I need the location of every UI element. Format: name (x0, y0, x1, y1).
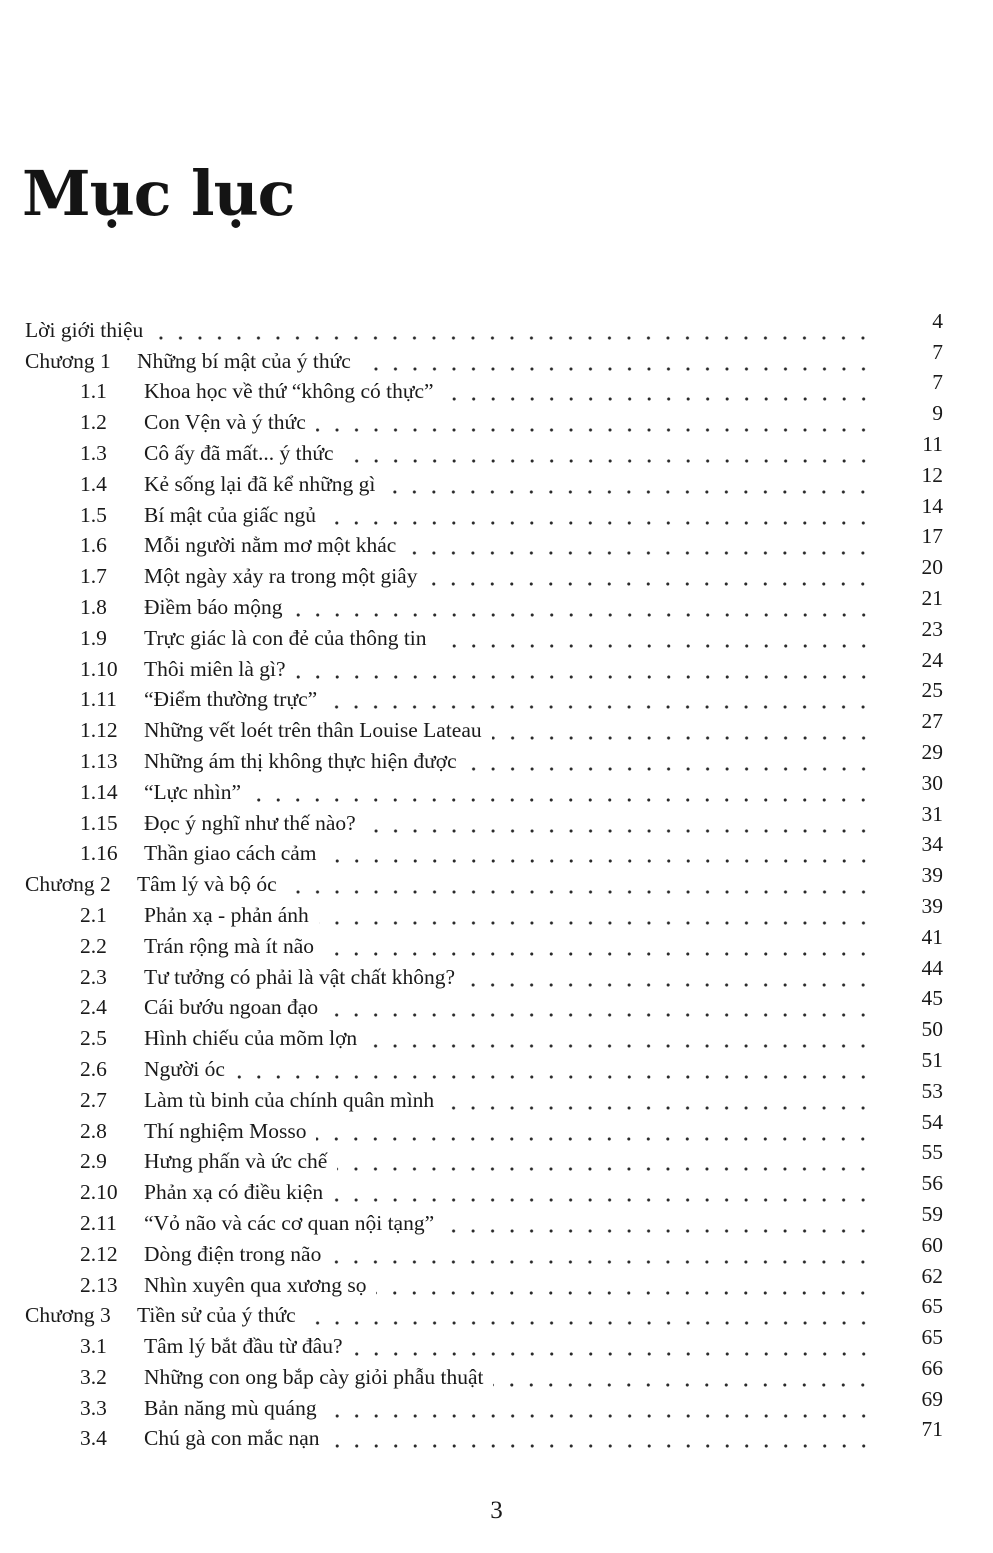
toc-entry-lead (0, 1395, 891, 1421)
section-number: 1.10 (80, 656, 118, 681)
toc-chapter-row (0, 1294, 993, 1329)
toc-section-row (0, 401, 993, 435)
dot-leader (328, 994, 873, 1020)
section-number: 1.14 (80, 779, 118, 804)
toc-page-number: 31 (921, 801, 943, 826)
dot-leader (367, 1025, 873, 1051)
toc-section-row (0, 924, 993, 959)
section-title: Nhìn xuyên qua xương sọ (144, 1272, 367, 1297)
section-number: 2.13 (80, 1272, 118, 1297)
dot-leader (326, 502, 873, 528)
toc-section-row (0, 1386, 993, 1421)
toc-section-row (0, 524, 993, 559)
chapter-number: Chương 2 (25, 872, 111, 897)
section-title: Cô ấy đã mất... ý thức (144, 440, 334, 465)
toc-section-row (0, 1109, 993, 1144)
toc-entry-lead (0, 502, 891, 528)
dot-leader (235, 1056, 873, 1082)
toc-section-row (0, 1201, 993, 1236)
chapter-number: Chương 3 (25, 1303, 111, 1328)
dot-leader (493, 1364, 873, 1390)
section-title: Thí nghiệm Mosso (144, 1118, 307, 1143)
section-number: 1.6 (80, 533, 107, 558)
toc-entry-lead (0, 933, 891, 959)
section-title: Bí mật của giấc ngủ (144, 502, 316, 527)
toc-entry-lead (0, 563, 891, 589)
toc-page-number: 27 (921, 709, 943, 734)
section-title: Thần giao cách cảm (144, 841, 317, 866)
toc-page-number: 66 (921, 1355, 943, 1380)
toc-page-number: 44 (921, 955, 943, 980)
toc-entry-lead (0, 1364, 891, 1390)
chapter-title: Những bí mật của ý thức (137, 348, 351, 373)
toc-page-number: 7 (932, 370, 943, 395)
section-title: Con Vện và ý thức (144, 410, 306, 435)
intro-title: Lời giới thiệu (25, 317, 144, 342)
toc-page-number: 4 (932, 308, 943, 333)
page-title: Mục lục (22, 157, 295, 230)
section-number: 1.15 (80, 810, 118, 835)
dot-leader (316, 1118, 873, 1144)
toc-section-row (0, 1047, 993, 1082)
section-number: 2.11 (80, 1210, 117, 1235)
toc-entry-lead (0, 902, 891, 928)
section-number: 1.13 (80, 748, 118, 773)
section-number: 1.9 (80, 625, 107, 650)
toc-page-number: 65 (921, 1325, 943, 1350)
section-title: Thôi miên là gì? (144, 656, 286, 681)
section-title: Dòng điện trong não (144, 1241, 322, 1266)
table-of-contents (0, 308, 993, 1451)
toc-entry-lead (0, 625, 891, 651)
toc-page-number: 29 (921, 739, 943, 764)
toc-entry-lead (0, 348, 891, 374)
toc-page-number: 23 (921, 616, 943, 641)
section-number: 2.12 (80, 1241, 118, 1266)
section-number: 2.10 (80, 1180, 118, 1205)
dot-leader (427, 563, 873, 589)
toc-section-row (0, 462, 993, 497)
section-title: Những con ong bắp cày giỏi phẫu thuật (144, 1364, 484, 1389)
toc-entry-lead (0, 964, 891, 990)
toc-section-row (0, 1263, 993, 1298)
toc-section-row (0, 770, 993, 805)
dot-leader (327, 1395, 873, 1421)
toc-section-row (0, 955, 993, 990)
toc-section-row (0, 1232, 993, 1267)
dot-leader (366, 810, 873, 836)
toc-entry-lead (0, 840, 891, 866)
toc-page-number: 7 (932, 339, 943, 364)
toc-section-row (0, 1417, 993, 1452)
toc-entry-lead (0, 378, 891, 404)
toc-entry-lead (0, 686, 891, 712)
section-number: 1.8 (80, 594, 107, 619)
toc-entry-lead (0, 440, 891, 466)
section-title: Điềm báo mộng (144, 594, 283, 619)
dot-leader (319, 902, 873, 928)
section-number: 2.4 (80, 995, 107, 1020)
toc-section-row (0, 739, 993, 774)
section-title: Trực giác là con đẻ của thông tin (144, 625, 427, 650)
toc-page-number: 62 (921, 1263, 943, 1288)
toc-entry-lead (0, 1241, 891, 1267)
toc-section-row (0, 893, 993, 928)
toc-entry-lead (0, 317, 891, 343)
toc-entry-lead (0, 471, 891, 497)
toc-page-number: 14 (921, 493, 943, 518)
dot-leader (293, 594, 873, 620)
toc-section-row (0, 1078, 993, 1113)
dot-leader (327, 840, 873, 866)
dot-leader (492, 717, 873, 743)
toc-section-row (0, 647, 993, 682)
toc-entry-lead (0, 1333, 891, 1359)
section-number: 1.11 (80, 687, 117, 712)
toc-entry-lead (0, 409, 891, 435)
toc-section-row (0, 1140, 993, 1175)
section-number: 2.5 (80, 1026, 107, 1051)
dot-leader (330, 1425, 873, 1451)
dot-leader (306, 1302, 873, 1328)
section-number: 3.1 (80, 1334, 107, 1359)
section-title: Một ngày xảy ra trong một giây (144, 564, 418, 589)
toc-entry-lead (0, 994, 891, 1020)
toc-entry-lead (0, 1087, 891, 1113)
toc-page-number: 34 (921, 832, 943, 857)
toc-entry-lead (0, 1210, 891, 1236)
toc-page-number: 25 (921, 678, 943, 703)
dot-leader (467, 748, 873, 774)
chapter-number: Chương 1 (25, 348, 111, 373)
toc-section-row (0, 1017, 993, 1051)
toc-section-row (0, 616, 993, 651)
toc-page-number: 65 (921, 1294, 943, 1319)
dot-leader (385, 471, 873, 497)
section-title: Phản xạ có điều kiện (144, 1180, 324, 1205)
toc-entry-lead (0, 1056, 891, 1082)
section-title: Hưng phấn và ức chế (144, 1149, 328, 1174)
toc-section-row (0, 370, 993, 405)
section-number: 2.1 (80, 902, 107, 927)
toc-entry-lead (0, 656, 891, 682)
section-title: Kẻ sống lại đã kể những gì (144, 471, 376, 496)
dot-leader (327, 686, 873, 712)
toc-page-number: 60 (921, 1232, 943, 1257)
section-number: 2.8 (80, 1118, 107, 1143)
toc-section-row (0, 801, 993, 836)
section-number: 1.12 (80, 718, 118, 743)
section-title: Chú gà con mắc nạn (144, 1426, 320, 1451)
toc-page-number: 30 (921, 770, 943, 795)
toc-entry-lead (0, 594, 891, 620)
section-number: 3.2 (80, 1364, 107, 1389)
section-number: 1.7 (80, 564, 107, 589)
section-number: 2.7 (80, 1087, 107, 1112)
section-title: Người óc (144, 1056, 225, 1081)
section-number: 2.6 (80, 1056, 107, 1081)
toc-section-row (0, 431, 993, 466)
toc-section-row (0, 493, 993, 528)
toc-page-number: 12 (921, 462, 943, 487)
section-number: 1.3 (80, 440, 107, 465)
section-title: Tâm lý bắt đầu từ đâu? (144, 1334, 343, 1359)
section-title: Khoa học về thứ “không có thực” (144, 379, 434, 404)
section-number: 1.16 (80, 841, 118, 866)
toc-entry-lead (0, 1179, 891, 1205)
toc-entry-lead (0, 1148, 891, 1174)
toc-entry-lead (0, 1025, 891, 1051)
toc-entry-lead (0, 871, 891, 897)
toc-page-number: 51 (921, 1047, 943, 1072)
dot-leader (251, 779, 873, 805)
dot-leader (437, 625, 873, 651)
section-number: 2.9 (80, 1149, 107, 1174)
toc-entry-lead (0, 1118, 891, 1144)
section-number: 1.5 (80, 502, 107, 527)
section-title: Đọc ý nghĩ như thế nào? (144, 810, 356, 835)
section-number: 2.2 (80, 933, 107, 958)
toc-entry-lead (0, 532, 891, 558)
toc-entry-lead (0, 1272, 891, 1298)
toc-page-number: 20 (921, 555, 943, 580)
section-title: Bản năng mù quáng (144, 1395, 317, 1420)
section-title: Những vết loét trên thân Louise Lateau (144, 718, 482, 743)
toc-entry-lead (0, 748, 891, 774)
toc-page-number: 59 (921, 1201, 943, 1226)
toc-chapter-row (0, 863, 993, 897)
page-number: 3 (490, 1497, 503, 1524)
section-number: 3.3 (80, 1395, 107, 1420)
section-title: Hình chiếu của mõm lợn (144, 1026, 358, 1051)
toc-page-number: 11 (922, 431, 943, 456)
section-title: “Lực nhìn” (144, 779, 242, 804)
dot-leader (406, 532, 873, 558)
toc-page-number: 50 (921, 1017, 943, 1042)
dot-leader (376, 1272, 873, 1298)
dot-leader (333, 1179, 873, 1205)
toc-section-row (0, 1355, 993, 1390)
toc-page-number: 9 (932, 401, 943, 426)
section-number: 1.1 (80, 379, 107, 404)
toc-section-row (0, 555, 993, 589)
dot-leader (344, 440, 873, 466)
toc-page-number: 17 (921, 524, 943, 549)
toc-page-number: 21 (921, 585, 943, 610)
chapter-title: Tâm lý và bộ óc (137, 872, 277, 897)
toc-intro-row (0, 308, 993, 343)
toc-entry-lead (0, 779, 891, 805)
dot-leader (331, 1241, 873, 1267)
toc-section-row (0, 1325, 993, 1359)
toc-entry-lead (0, 810, 891, 836)
section-title: Trán rộng mà ít não (144, 933, 314, 958)
toc-section-row (0, 709, 993, 743)
section-title: Làm tù binh của chính quân mình (144, 1087, 435, 1112)
section-title: “Điểm thường trực” (144, 687, 318, 712)
dot-leader (444, 378, 873, 404)
dot-leader (353, 1333, 873, 1359)
dot-leader (465, 964, 873, 990)
toc-section-row (0, 1171, 993, 1205)
dot-leader (296, 656, 873, 682)
dot-leader (324, 933, 873, 959)
dot-leader (444, 1210, 873, 1236)
section-number: 1.4 (80, 471, 107, 496)
toc-page-number: 53 (921, 1078, 943, 1103)
section-title: Phản xạ - phản ánh (144, 902, 309, 927)
section-title: Tư tưởng có phải là vật chất không? (144, 964, 456, 989)
toc-page-number: 69 (921, 1386, 943, 1411)
toc-page-number: 39 (921, 863, 943, 888)
section-title: Cái bướu ngoan đạo (144, 995, 319, 1020)
section-title: “Vỏ não và các cơ quan nội tạng” (144, 1210, 435, 1235)
dot-leader (153, 317, 873, 343)
dot-leader (444, 1087, 873, 1113)
dot-leader (337, 1148, 873, 1174)
toc-section-row (0, 585, 993, 620)
dot-leader (287, 871, 873, 897)
section-title: Những ám thị không thực hiện được (144, 748, 457, 773)
section-number: 1.2 (80, 410, 107, 435)
toc-section-row (0, 832, 993, 867)
toc-page-number: 54 (921, 1109, 943, 1134)
toc-section-row (0, 678, 993, 713)
section-number: 3.4 (80, 1426, 107, 1451)
section-title: Mỗi người nằm mơ một khác (144, 533, 397, 558)
toc-page-number: 39 (921, 893, 943, 918)
toc-chapter-row (0, 339, 993, 374)
toc-entry-lead (0, 1425, 891, 1451)
toc-page-number: 55 (921, 1140, 943, 1165)
toc-page-number: 41 (921, 924, 943, 949)
toc-entry-lead (0, 1302, 891, 1328)
toc-section-row (0, 986, 993, 1021)
section-number: 2.3 (80, 964, 107, 989)
toc-page-number: 24 (921, 647, 943, 672)
dot-leader (361, 348, 873, 374)
dot-leader (316, 409, 873, 435)
toc-page-number: 45 (921, 986, 943, 1011)
toc-page-number: 56 (921, 1171, 943, 1196)
toc-entry-lead (0, 717, 891, 743)
chapter-title: Tiền sử của ý thức (137, 1303, 296, 1328)
toc-page-number: 71 (921, 1417, 943, 1442)
